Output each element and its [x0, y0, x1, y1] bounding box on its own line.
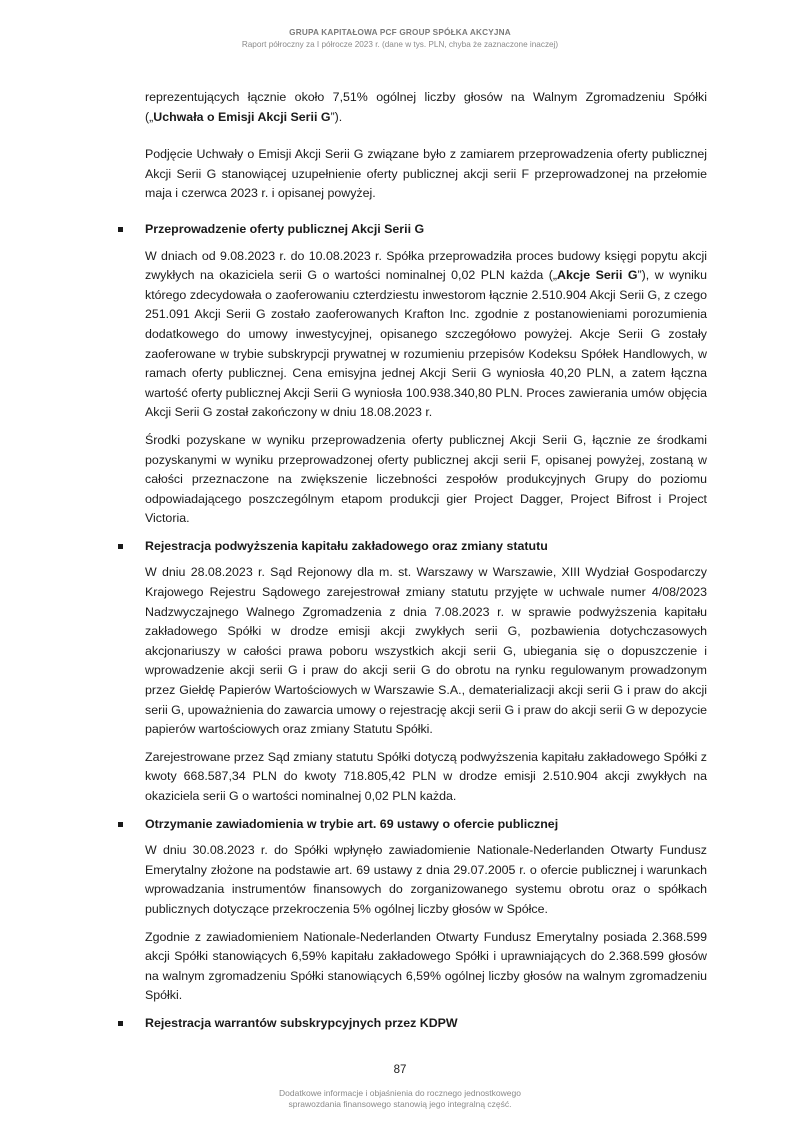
section-heading-capital-registration: Rejestracja podwyższenia kapitału zakładowego oraz zmiany statutu: [145, 537, 707, 557]
section-paragraph: Zarejestrowane przez Sąd zmiany statutu Spółki dotyczą podwyższenia kapitału zakładowego Spółki z kwoty 668.587,34 PLN do kwoty 718.805,42 PLN w drodze emisji 2.510.904 akcji zwykłych na okaziciela serii G o wartości nominalnej 0,02 PLN każda.: [145, 749, 707, 803]
section-paragraph: Środki pozyskane w wyniku przeprowadzenia oferty publicznej Akcji Serii G, łącznie ze środkami pozyskanymi w wyniku przeprowadzonej oferty publicznej akcji serii F, opisanej powyżej, zostaną w całości przeznaczone na zwiększenie liczebności zespołów produkcyjnych Grupy do poziomu odpowiadającego poszczególnym etapom produkcji gier Project Dagger, Project Bifrost i Project Victoria.: [145, 432, 707, 526]
section-paragraph: Zgodnie z zawiadomieniem Nationale-Nederlanden Otwarty Fundusz Emerytalny posiada 2.368.599 akcji Spółki stanowiących 6,59% kapitału zakładowego Spółki i uprawniających do 2.368.599 głosów na walnym zgromadzeniu Spółki stanowiących 6,59% ogólnej liczby głosów na walnym zgromadzeniu Spółki.: [145, 929, 707, 1003]
document-body: [145, 88, 707, 1041]
bullet-icon: [118, 227, 123, 232]
section-heading-warrants: Rejestracja warrantów subskrypcyjnych przez KDPW: [145, 1014, 707, 1034]
header-subtitle: Raport półroczny za I półrocze 2023 r. (dane w tys. PLN, chyba że zaznaczone inaczej): [241, 40, 559, 49]
footer-line-1: Dodatkowe informacje i objaśnienia do rocznego jednostkowego: [279, 1088, 521, 1098]
section-heading-public-offering: Przeprowadzenie oferty publicznej Akcji Serii G: [145, 220, 707, 240]
intro-paragraph-1: reprezentujących łącznie około 7,51% ogólnej liczby głosów na Walnym Zgromadzeniu Spółki („Uchwała o Emisji Akcji Serii G”).: [145, 90, 707, 124]
header-title: GRUPA KAPITAŁOWA PCF GROUP SPÓŁKA AKCYJNA: [289, 28, 511, 37]
resolution-name: Uchwała o Emisji Akcji Serii G: [153, 109, 331, 124]
shares-name: Akcje Serii G: [557, 268, 638, 283]
page-footer: [0, 1088, 800, 1110]
page-header: [0, 27, 800, 51]
bullet-icon: [118, 822, 123, 827]
section-paragraph: W dniach od 9.08.2023 r. do 10.08.2023 r. Spółka przeprowadziła proces budowy księgi popytu akcji zwykłych na okaziciela serii G o wartości nominalnej 0,02 PLN każda („Akcje Serii G”), w wyniku którego zdecydowała o zaoferowaniu czterdziestu inwestorom łącznie 2.510.904 Akcji Serii G, z czego 251.091 Akcji Serii G zostało zaoferowanych Krafton Inc. zgodnie z postanowieniami porozumienia dodatkowego do umowy inwestycyjnej, opisanego szczegółowo powyżej. Akcje Serii G zostały zaoferowane w trybie subskrypcji prywatnej w rozumieniu przepisów Kodeksu Spółek Handlowych, w ramach oferty publicznej. Cena emisyjna jednej Akcji Serii G wyniosła 40,20 PLN, a zatem łączna wartość oferty publicznej Akcji Serii G wyniosła 100.938.340,80 PLN. Proces zawierania umów objęcia Akcji Serii G został zakończony w dniu 18.08.2023 r.: [145, 248, 707, 420]
section-heading-notification: Otrzymanie zawiadomienia w trybie art. 69 ustawy o ofercie publicznej: [145, 815, 707, 835]
section-paragraph: W dniu 28.08.2023 r. Sąd Rejonowy dla m. st. Warszawy w Warszawie, XIII Wydział Gospodarczy Krajowego Rejestru Sądowego zarejestrował zmiany statutu przyjęte w uchwale numer 4/08/2023 Nadzwyczajnego Walnego Zgromadzenia z dnia 7.08.2023 r. w sprawie podwyższenia kapitału zakładowego Spółki w drodze emisji akcji zwykłych serii G, pozbawienia dotychczasowych akcjonariuszy w całości prawa poboru wszystkich akcji serii G, ubiegania się o dopuszczenie i wprowadzenie akcji serii G i praw do akcji serii G do obrotu na rynku regulowanym prowadzonym przez Giełdę Papierów Wartościowych w Warszawie S.A., dematerializacji akcji serii G i praw do akcji serii G, upoważnienia do zawarcia umowy o rejestrację akcji serii G i praw do akcji serii G w depozycie papierów wartościowych oraz zmiany Statutu Spółki.: [145, 565, 707, 737]
bullet-icon: [118, 544, 123, 549]
footer-line-2: sprawozdania finansowego stanowią jego integralną część.: [288, 1099, 512, 1109]
section-paragraph: W dniu 30.08.2023 r. do Spółki wpłynęło zawiadomienie Nationale-Nederlanden Otwarty Fundusz Emerytalny złożone na podstawie art. 69 ustawy z dnia 29.07.2005 r. o ofercie publicznej i warunkach wprowadzania instrumentów finansowych do zorganizowanego systemu obrotu oraz o spółkach publicznych dotyczące przekroczenia 5% ogólnej liczby głosów w Spółce.: [145, 843, 707, 916]
bullet-icon: [118, 1021, 123, 1026]
page-number: 87: [393, 1064, 407, 1076]
intro-paragraph-2: Podjęcie Uchwały o Emisji Akcji Serii G związane było z zamiarem przeprowadzenia oferty publicznej Akcji Serii G stanowiącej uzupełnienie oferty publicznej akcji serii F przeprowadzonej na przełomie maja i czerwca 2023 r. i opisanej powyżej.: [145, 147, 707, 201]
